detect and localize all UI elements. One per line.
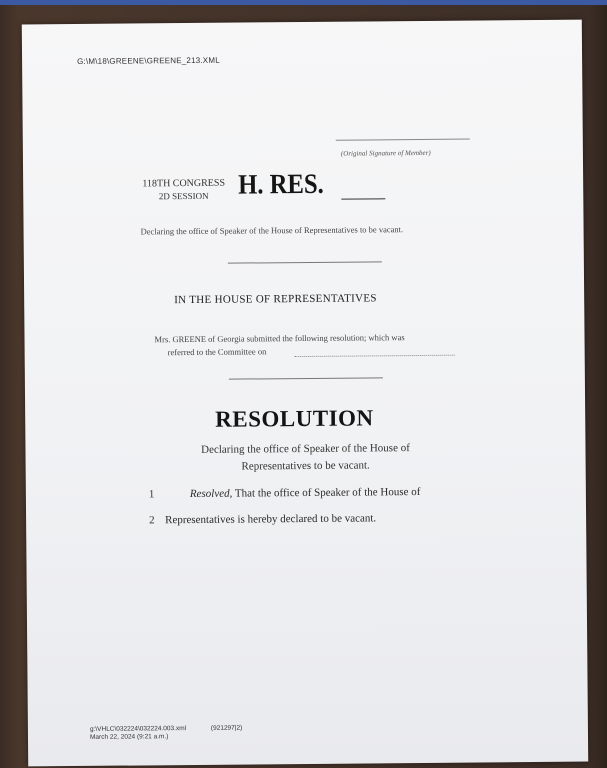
signature-caption: (Original Signature of Member) <box>340 148 431 158</box>
short-title: Declaring the office of Speaker of the House of Representatives to be vacant. <box>140 224 404 237</box>
session-label: 2D SESSION <box>158 190 209 202</box>
measure-designation: H. RES. <box>238 168 324 201</box>
long-title: Declaring the office of Speaker of the House of Representatives to be vacant. <box>201 442 410 473</box>
signature-line <box>336 139 470 141</box>
action-prefix: Mrs. <box>154 334 171 345</box>
photo-edge <box>0 0 607 5</box>
resolution-line-1 <box>190 486 421 500</box>
committee-blank <box>295 355 455 357</box>
measure-number-blank <box>341 198 385 199</box>
footer-file: g:\VHLC\032224\032224.003.xml <box>89 725 187 733</box>
separator-line-top <box>228 261 382 263</box>
action-line-1 <box>154 332 404 344</box>
line-number-1: 1 <box>148 488 155 501</box>
action-line-2: referred to the Committee on <box>167 346 267 358</box>
resolution-heading: RESOLUTION <box>215 405 374 432</box>
file-path: G:\M\18\GREENE\GREENE_213.XML <box>77 55 220 66</box>
separator-line-bottom <box>229 377 383 379</box>
action-suffix: of Georgia submitted the following resolution; which was <box>208 332 405 344</box>
resolution-line-1-text: That the office of Speaker of the House of <box>234 485 421 500</box>
congress-label: 118TH CONGRESS <box>142 177 226 190</box>
congress-session-block <box>136 178 231 203</box>
house-heading: IN THE HOUSE OF REPRESENTATIVES <box>174 292 377 307</box>
resolution-page <box>22 20 588 767</box>
footer-file-info <box>90 725 186 742</box>
line-number-2: 2 <box>149 514 155 527</box>
resolution-line-2: Representatives is hereby declared to be vacant. <box>165 512 377 527</box>
sponsor-name: GREENE <box>172 333 207 345</box>
resolved-clause: Resolved, <box>189 487 233 501</box>
footer-date: March 22, 2024 (9:21 a.m.) <box>89 733 169 741</box>
footer-code: (921297|2) <box>210 724 243 732</box>
